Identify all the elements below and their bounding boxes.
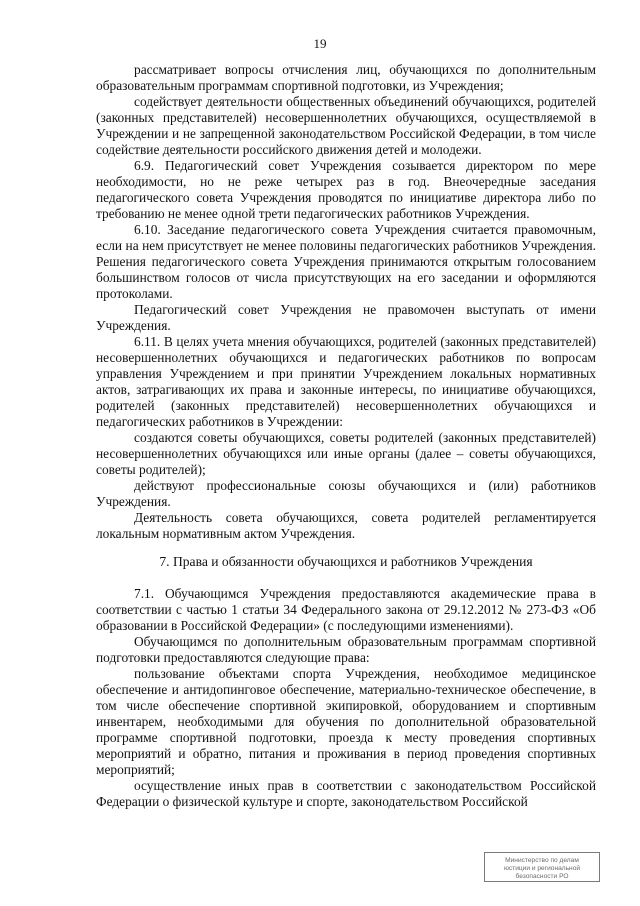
paragraph: Педагогический совет Учреждения не правомочен выступать от имени Учреждения. <box>96 302 596 333</box>
paragraph: Обучающимся по дополнительным образовательным программам спортивной подготовки предоставляются следующие права: <box>96 634 596 665</box>
paragraph: создаются советы обучающихся, советы родителей (законных представителей) несовершеннолетних обучающихся или иные органы (далее – советы обучающихся, советы родителей); <box>96 430 596 477</box>
stamp-line: Министерство по делам <box>505 857 579 864</box>
registration-stamp <box>484 852 600 882</box>
paragraph: 6.11. В целях учета мнения обучающихся, родителей (законных представителей) несовершеннолетних обучающихся и педагогических работников по вопросам управления Учреждением и при принятии Учреждением локальных нормативных актов, затрагивающих их права и законные интересы, по инициативе обучающихся, родителей (законных представителей) несовершеннолетних обучающихся и педагогических работников в Учреждении: <box>96 334 596 429</box>
section-heading: 7. Права и обязанности обучающихся и работников Учреждения <box>159 554 533 569</box>
paragraph: осуществление иных прав в соответствии с законодательством Российской Федерации о физической культуре и спорте, законодательством Российской <box>96 778 596 809</box>
paragraph: пользование объектами спорта Учреждения, необходимое медицинское обеспечение и антидопинговое обеспечение, материально-техническое обеспечение, в том числе обеспечение спортивной экипировкой, оборудованием и спортивным инвентарем, необходимыми для обучения по дополнительной образовательной программе спортивной подготовки, проезда к месту проведения спортивных мероприятий и обратно, питания и проживания в период проведения спортивных мероприятий; <box>96 666 596 777</box>
paragraph: содействует деятельности общественных объединений обучающихся, родителей (законных представителей) несовершеннолетних обучающихся, осуществляемой в Учреждении и не запрещенной законодательством Российской Федерации, в том числе содействие деятельности российского движения детей и молодежи. <box>96 94 596 157</box>
paragraph: рассматривает вопросы отчисления лиц, обучающихся по дополнительным образовательным программам спортивной подготовки, из Учреждения; <box>96 62 596 93</box>
stamp-line: безопасности РО <box>515 873 569 880</box>
stamp-line: юстиции и региональной <box>503 865 581 872</box>
paragraph: Деятельность совета обучающихся, совета родителей регламентируется локальным нормативным актом Учреждения. <box>96 510 596 541</box>
paragraph: 6.10. Заседание педагогического совета Учреждения считается правомочным, если на нем присутствует не менее половины педагогических работников Учреждения. Решения педагогического совета Учреждения принимаются открытым голосованием большинством голосов от числа присутствующих на его заседании и оформляются протоколами. <box>96 222 596 301</box>
paragraph: действуют профессиональные союзы обучающихся и (или) работников Учреждения. <box>96 478 596 509</box>
paragraph: 7.1. Обучающимся Учреждения предоставляются академические права в соответствии с частью 1 статьи 34 Федерального закона от 29.12.2012 № 273-ФЗ «Об образовании в Российской Федерации» (с последующими изменениями). <box>96 586 596 633</box>
paragraph: 6.9. Педагогический совет Учреждения созывается директором по мере необходимости, но не реже четырех раз в год. Внеочередные заседания педагогического совета Учреждения проводятся по инициативе директора либо по требованию не менее одной трети педагогических работников Учреждения. <box>96 158 596 221</box>
document-body <box>96 62 596 810</box>
page-number: 19 <box>313 36 327 51</box>
